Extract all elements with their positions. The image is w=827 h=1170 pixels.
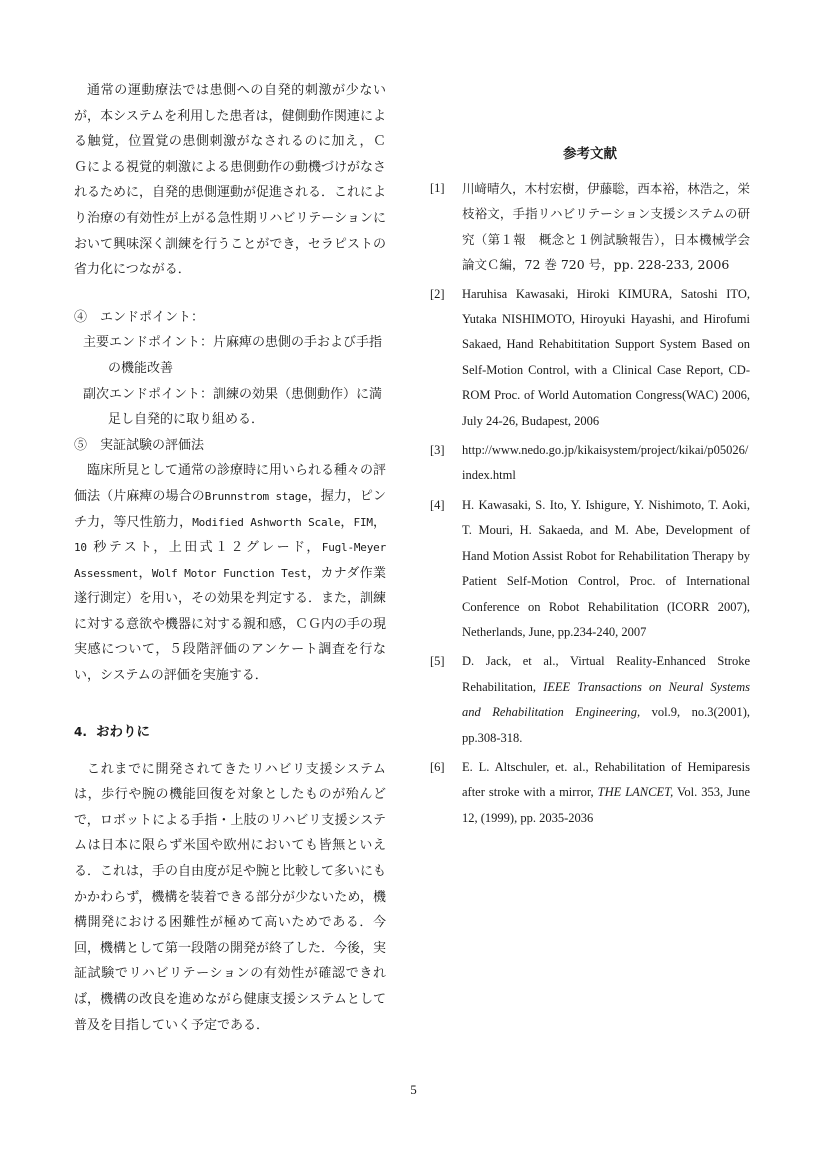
intro-paragraph: 通常の運動療法では患側への自発的刺激が少ないが，本システムを利用した患者は，健側動作関連による触覚，位置覚の患側刺激がなされるのに加え，ＣＧによる視覚的刺激による患側動作の動機づけがなされるために，自発的患側運動が促進される．これにより治療の有効性が上がる急性期リハビリテーションにおいて興味深く訓練を行うことができ，セラピストの省力化につながる． <box>74 83 387 278</box>
page-number: 5 <box>410 1082 417 1097</box>
references-column <box>430 78 750 835</box>
reference-item: [3] http://www.nedo.go.jp/kikaisystem/project/kikai/p05026/index.html <box>430 443 749 483</box>
evaluation-paragraph: 臨床所見として通常の診療時に用いられる種々の評価法（片麻痺の場合のBrunnstrom stage，握力，ピンチ力，等尺性筋力，Modified Ashworth Scale，FIM，10 秒テスト，上田式１２グレード，Fugl-Meyer Assessment，Wolf Motor Function Test，カナダ作業遂行測定）を用い，その効果を判定する．また，訓練に対する意欲や機器に対する親和感，ＣＧ内の手の現実感について，５段階評価のアンケート調査を行ない，システムの評価を実施する． <box>74 463 387 684</box>
left-column <box>74 78 386 1038</box>
references-title: 参考文献 <box>563 146 617 162</box>
evaluation-heading: ⑤ 実証試験の評価法 <box>74 437 205 453</box>
endpoint-heading: ④ エンドポイント： <box>74 309 205 325</box>
conclusion-paragraph: これまでに開発されてきたリハビリ支援システムは，歩行や腕の機能回復を対象としたものが殆んどで，ロボットによる手指・上肢のリハビリ支援システムは日本に限らず米国や欧州においても皆無といえる．これは，手の自由度が足や腕と比較して多いにもかかわらず，機構を装着できる部分が少ないため，機構開発における困難性が極めて高いためである．今回，機構として第一段階の開発が終了した．今後，実証試験でリハビリテーションの有効性が確認できれば，機構の改良を進めながら健康支援システムとして普及を目指していく予定である． <box>74 761 387 1033</box>
secondary-endpoint: 副次エンドポイント：訓練の効果（患側動作）に満足し自発的に取り組める． <box>83 386 383 428</box>
reference-item: [1] 川﨑晴久，木村宏樹，伊藤聡，西本裕，林浩之，栄枝裕文，手指リハビリテーション支援システムの研究（第１報 概念と１例試験報告），日本機械学会論文Ｃ編，72 巻 720 号，pp. 228-233, 2006 <box>430 181 750 273</box>
reference-item: [6] E. L. Altschuler, et. al., Rehabilitation of Hemiparesis after stroke with a mirror, THE LANCET, Vol. 353, June 12, (1999), pp. 2035-2036 <box>430 759 750 825</box>
reference-item: [4] H. Kawasaki, S. Ito, Y. Ishigure, Y. Nishimoto, T. Aoki, T. Mouri, H. Sakaeda, and M. Abe, Development of Hand Motion Assist Robot for Rehabilitation Therapy by Patient Self-Motion Control, Proc. of International Conference on Robot Rehabilitation (ICORR 2007), Netherlands, June, pp.234-240, 2007 <box>430 497 750 639</box>
reference-item: [5] D. Jack, et al., Virtual Reality-Enhanced Stroke Rehabilitation, IEEE Transactions on Neural Systems and Rehabilitation Engineering, vol.9, no.3(2001), pp.308-318. <box>430 654 750 745</box>
section-heading: 4. おわりに <box>74 723 150 740</box>
primary-endpoint: 主要エンドポイント：片麻痺の患側の手および手指の機能改善 <box>83 335 383 376</box>
reference-item: [2] Haruhisa Kawasaki, Hiroki KIMURA, Satoshi ITO, Yutaka NISHIMOTO, Hiroyuki Hayashi, and Hirofumi Sakaed, Hand Rehabititation Support System Based on Self-Motion Control, with a Clinical Case Report, CD-ROM Proc. of World Automation Congress(WAC) 2006, July 24-26, Budapest, 2006 <box>430 286 750 428</box>
